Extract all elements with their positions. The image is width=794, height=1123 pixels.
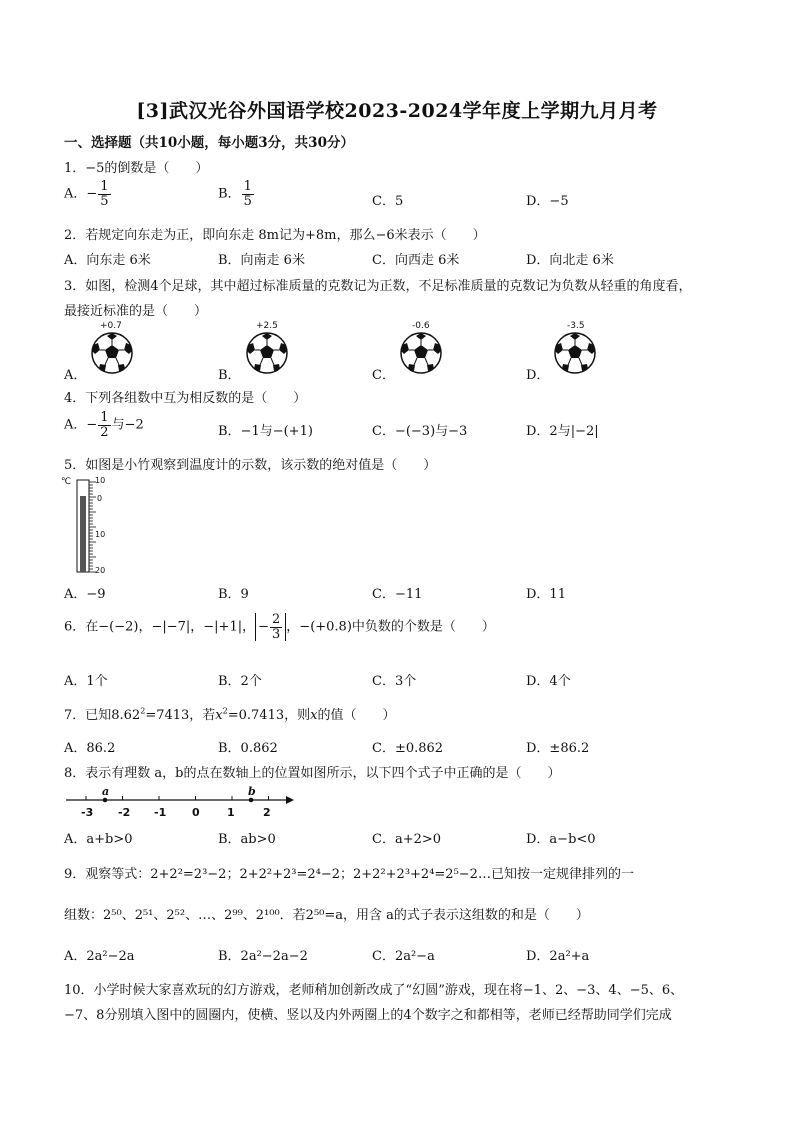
- stem-text: =0.7413，则: [227, 708, 311, 723]
- question-10-stem-line1: 10．小学时候大家喜欢玩的幻方游戏，老师稍加创新改成了“幻圆”游戏，现在将−1、2、−3、4、−5、6、: [64, 983, 684, 998]
- thermometer-unit: ℃: [61, 477, 72, 487]
- thermometer-figure: [60, 474, 120, 578]
- number-line-point-a: a: [102, 785, 110, 798]
- question-8-option-b: B．ab>0: [218, 832, 276, 847]
- ball-label-a: +0.7: [100, 321, 122, 331]
- question-7-option-d: D．±86.2: [526, 741, 590, 756]
- question-2-option-d: D．向北走 6米: [526, 253, 614, 268]
- question-6-option-a: A．1个: [64, 674, 108, 689]
- number-line-label: 0: [192, 806, 200, 819]
- question-1-option-c: C．5: [372, 194, 404, 209]
- number-line-label: 2: [263, 806, 271, 819]
- question-2-option-c: C．向西走 6米: [372, 253, 460, 268]
- question-5-option-d: D．11: [526, 587, 566, 602]
- fraction: [98, 411, 110, 439]
- question-3-stem-line1: 3．如图，检测4个足球，其中超过标准质量的克数记为正数，不足标准质量的克数记为负数从轻重的角度看，: [64, 279, 692, 294]
- option-prefix: A．−: [64, 417, 98, 433]
- soccer-ball-icon: [243, 331, 291, 375]
- question-8-option-c: C．a+2>0: [372, 832, 442, 847]
- variable: x: [310, 708, 318, 723]
- section-heading: 一、选择题（共10小题，每小题3分，共30分）: [64, 135, 354, 151]
- stem-text: ，−(+0.8)中负数的个数是（ ）: [286, 619, 495, 635]
- ball-label-d: -3.5: [567, 321, 585, 331]
- soccer-ball-icon: [397, 331, 445, 375]
- question-7-stem: [64, 704, 395, 723]
- thermometer-tick-label: 10: [95, 476, 106, 485]
- question-7-option-b: B．0.862: [218, 741, 278, 756]
- option-prefix: B．: [218, 186, 241, 202]
- ball-label-c: -0.6: [412, 321, 430, 331]
- question-9-option-b: B．2a²−2a−2: [218, 949, 308, 964]
- fraction: [98, 180, 110, 208]
- question-4-option-d: D．2与|−2|: [526, 424, 599, 439]
- stem-text: =7413，若: [145, 708, 216, 723]
- question-3-option-a: A．: [64, 368, 87, 383]
- question-9-stem-line1: 9．观察等式：2+2²=2³−2；2+2²+2³=2⁴−2；2+2²+2³+2⁴=2⁵−2…已知按一定规律排列的一: [64, 867, 634, 882]
- question-3-stem-line2: 最接近标准的是（ ）: [64, 304, 208, 319]
- question-8-option-a: A．a+b>0: [64, 832, 133, 847]
- question-5-option-b: B．9: [218, 587, 249, 602]
- fraction-numerator: 1: [100, 410, 109, 425]
- question-4-stem: 4．下列各组数中互为相反数的是（ ）: [64, 391, 307, 406]
- question-1-option-b: [218, 180, 255, 208]
- soccer-ball-icon: [551, 331, 599, 375]
- question-9-stem-line2: 组数：2⁵⁰、2⁵¹、2⁵²、…、2⁹⁹、2¹⁰⁰．若2⁵⁰=a，用含 a的式子表示这组数的和是（ ）: [64, 908, 589, 923]
- question-9-option-c: C．2a²−a: [372, 949, 435, 964]
- stem-text: 7．已知8.62: [64, 708, 141, 723]
- question-6-option-d: D．4个: [526, 674, 571, 689]
- question-5-option-c: C．−11: [372, 587, 423, 602]
- number-line-figure: [64, 786, 296, 822]
- question-2-stem: 2．若规定向东走为正，即向东走 8m记为+8m，那么−6米表示（ ）: [64, 228, 486, 243]
- thermometer-tick-label: 10: [95, 530, 106, 539]
- soccer-ball-icon: [88, 331, 136, 375]
- absolute-value: [255, 613, 286, 641]
- option-suffix: 与−2: [111, 417, 144, 433]
- stem-text: 的值（ ）: [317, 708, 396, 723]
- question-5-stem: 5．如图是小竹观察到温度计的示数，该示数的绝对值是（ ）: [64, 458, 437, 473]
- thermometer-tick-label: 20: [95, 566, 106, 575]
- question-1-option-a: [64, 180, 112, 208]
- question-9-option-d: D．2a²+a: [526, 949, 590, 964]
- question-6-option-b: B．2个: [218, 674, 262, 689]
- question-1-option-d: D．−5: [526, 194, 569, 209]
- number-line-label: -1: [154, 806, 167, 819]
- option-prefix: A．−: [64, 186, 98, 202]
- sign: −: [258, 619, 270, 635]
- question-8-stem: 8．表示有理数 a，b的点在数轴上的位置如图所示，以下四个式子中正确的是（ ）: [64, 766, 561, 781]
- variable: x: [215, 708, 223, 723]
- number-line-label: 1: [227, 806, 235, 819]
- question-8-option-d: D．a−b<0: [526, 832, 596, 847]
- question-7-option-a: A．86.2: [64, 741, 116, 756]
- page-title: [3]武汉光谷外国语学校2023-2024学年度上学期九月月考: [136, 100, 658, 122]
- number-line-label: -2: [118, 806, 131, 819]
- question-4-option-a: [64, 411, 144, 439]
- question-9-option-a: A．2a²−2a: [64, 949, 135, 964]
- ball-label-b: +2.5: [256, 321, 278, 331]
- exponent: 2: [140, 706, 146, 716]
- question-7-option-c: C．±0.862: [372, 741, 444, 756]
- fraction-numerator: 1: [243, 179, 252, 194]
- thermometer-tick-label: 0: [97, 494, 103, 503]
- fraction-numerator: 1: [100, 179, 109, 194]
- question-2-option-a: A．向东走 6米: [64, 253, 151, 268]
- fraction-denominator: 2: [100, 424, 109, 440]
- question-3-option-b: B．: [218, 368, 241, 383]
- question-4-option-c: C．−(−3)与−3: [372, 424, 468, 439]
- fraction-denominator: 5: [243, 193, 252, 209]
- stem-text: 6．在−(−2)，−|−7|，−|+1|，: [64, 619, 256, 635]
- question-3-option-c: C．: [372, 368, 395, 383]
- question-5-option-a: A．−9: [64, 587, 106, 602]
- question-10-stem-line2: −7、8分别填入图中的圆圈内，使横、竖以及内外两圈上的4个数字之和都相等，老师已经帮助同学们完成: [64, 1008, 672, 1023]
- question-3-option-d: D．: [526, 368, 550, 383]
- fraction: [270, 613, 282, 641]
- fraction-numerator: 2: [272, 612, 281, 627]
- question-6-option-c: C．3个: [372, 674, 417, 689]
- question-2-option-b: B．向南走 6米: [218, 253, 305, 268]
- question-4-option-b: B．−1与−(+1): [218, 424, 313, 439]
- number-line-point-b: b: [248, 785, 256, 798]
- question-1-stem: 1．−5的倒数是（ ）: [64, 161, 209, 176]
- fraction-denominator: 3: [272, 626, 281, 642]
- fraction: [242, 180, 254, 208]
- exponent: 2: [222, 706, 228, 716]
- number-line-label: -3: [81, 806, 94, 819]
- question-6-stem: [64, 613, 495, 641]
- fraction-denominator: 5: [100, 193, 109, 209]
